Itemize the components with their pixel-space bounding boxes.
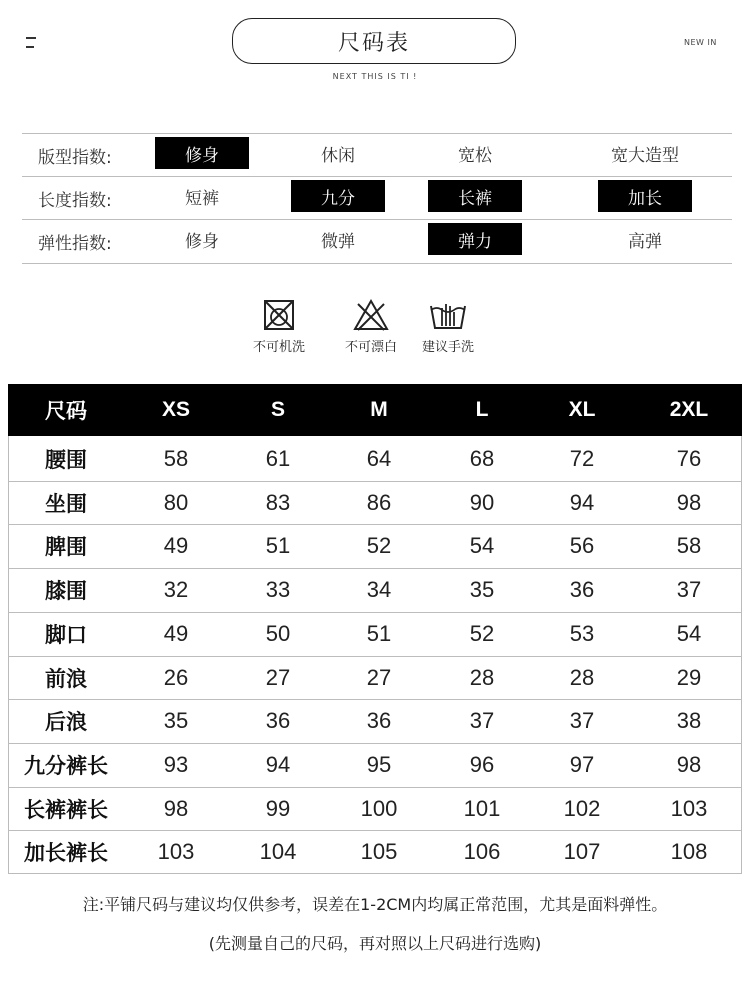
- index-option: 休闲: [321, 145, 355, 166]
- index-option: 短裤: [185, 188, 219, 209]
- table-row-label: 脾围: [45, 534, 87, 559]
- table-cell: 36: [265, 707, 291, 733]
- index-divider: [22, 219, 732, 220]
- table-cell: 35: [469, 576, 495, 602]
- index-option: 长裤: [428, 180, 522, 212]
- table-cell: 80: [163, 489, 189, 515]
- table-cell: 99: [265, 795, 291, 821]
- page-subtitle: NEXT THIS IS TI !: [332, 72, 418, 81]
- index-option: 高弹: [628, 231, 662, 252]
- table-cell: 37: [676, 576, 702, 602]
- table-cell: 27: [366, 664, 392, 690]
- index-row-label: 长度指数:: [38, 191, 112, 211]
- index-row-label: 弹性指数:: [38, 234, 112, 254]
- table-cell: 49: [163, 532, 189, 558]
- table-cell: 97: [569, 751, 595, 777]
- table-cell: 36: [569, 576, 595, 602]
- table-cell: 35: [163, 707, 189, 733]
- table-cell: 52: [469, 620, 495, 646]
- table-cell: 100: [360, 795, 398, 821]
- table-row-label: 脚口: [45, 622, 87, 647]
- table-cell: 33: [265, 576, 291, 602]
- table-cell: 51: [265, 532, 291, 558]
- table-cell: 52: [366, 532, 392, 558]
- table-cell: 104: [259, 838, 297, 864]
- footnote-hint: (先测量自己的尺码，再对照以上尺码进行选购): [208, 934, 542, 953]
- index-option: 修身: [155, 137, 249, 169]
- size-table-header-cell: XS: [161, 398, 190, 421]
- table-cell: 50: [265, 620, 291, 646]
- no-machine-wash-icon: [262, 298, 296, 332]
- table-cell: 95: [366, 751, 392, 777]
- table-cell: 37: [469, 707, 495, 733]
- table-row-label: 前浪: [45, 666, 87, 691]
- table-cell: 94: [265, 751, 291, 777]
- table-cell: 53: [569, 620, 595, 646]
- menu-icon[interactable]: [26, 35, 38, 49]
- new-in-label: NEW IN: [684, 38, 717, 47]
- table-cell: 49: [163, 620, 189, 646]
- size-table-header-cell: 2XL: [669, 398, 709, 421]
- page-title: 尺码表: [232, 18, 516, 64]
- table-cell: 32: [163, 576, 189, 602]
- no-bleach-icon: [352, 298, 390, 332]
- table-cell: 27: [265, 664, 291, 690]
- care-item: [403, 298, 493, 355]
- table-row-label: 长裤裤长: [24, 797, 108, 822]
- index-option: 弹力: [428, 223, 522, 255]
- table-row-label: 加长裤长: [24, 840, 108, 865]
- table-cell: 108: [670, 838, 708, 864]
- index-option: 宽松: [458, 145, 492, 166]
- care-label: 不可漂白: [344, 340, 397, 355]
- index-divider: [22, 133, 732, 134]
- table-cell: 94: [569, 489, 595, 515]
- table-cell: 58: [676, 532, 702, 558]
- size-table-header-cell: L: [475, 398, 489, 421]
- size-table-header-cell: XL: [568, 398, 596, 421]
- table-cell: 72: [569, 445, 595, 471]
- table-cell: 98: [163, 795, 189, 821]
- table-cell: 51: [366, 620, 392, 646]
- index-option: 修身: [185, 231, 219, 252]
- table-row-label: 坐围: [45, 491, 87, 516]
- table-cell: 37: [569, 707, 595, 733]
- table-cell: 98: [676, 489, 702, 515]
- table-row-label: 腰围: [45, 447, 87, 472]
- table-cell: 101: [463, 795, 501, 821]
- table-cell: 103: [670, 795, 708, 821]
- table-cell: 61: [265, 445, 291, 471]
- index-option: 九分: [291, 180, 385, 212]
- index-row-label: 版型指数:: [38, 148, 112, 168]
- table-cell: 105: [360, 838, 398, 864]
- table-cell: 64: [366, 445, 392, 471]
- table-cell: 38: [676, 707, 702, 733]
- table-cell: 96: [469, 751, 495, 777]
- table-cell: 102: [563, 795, 601, 821]
- size-table-header-cell: M: [370, 398, 388, 421]
- table-cell: 103: [157, 838, 195, 864]
- index-option: 微弹: [321, 231, 355, 252]
- care-item: [234, 298, 324, 355]
- table-cell: 26: [163, 664, 189, 690]
- table-cell: 106: [463, 838, 501, 864]
- table-row-label: 后浪: [45, 709, 87, 734]
- table-cell: 98: [676, 751, 702, 777]
- care-label: 不可机洗: [252, 340, 305, 355]
- table-cell: 36: [366, 707, 392, 733]
- index-divider: [22, 263, 732, 264]
- table-cell: 93: [163, 751, 189, 777]
- index-option: 加长: [598, 180, 692, 212]
- table-cell: 68: [469, 445, 495, 471]
- size-table-header-cell: 尺码: [45, 400, 87, 423]
- table-cell: 86: [366, 489, 392, 515]
- table-cell: 54: [469, 532, 495, 558]
- table-cell: 28: [569, 664, 595, 690]
- table-cell: 34: [366, 576, 392, 602]
- footnote: 注:平铺尺码与建议均仅供参考，误差在1-2CM内均属正常范围，尤其是面料弹性。: [82, 895, 668, 914]
- table-row-label: 九分裤长: [24, 753, 108, 778]
- table-cell: 28: [469, 664, 495, 690]
- table-row-label: 膝围: [45, 578, 87, 603]
- table-cell: 83: [265, 489, 291, 515]
- table-cell: 90: [469, 489, 495, 515]
- table-cell: 76: [676, 445, 702, 471]
- table-cell: 29: [676, 664, 702, 690]
- table-cell: 107: [563, 838, 601, 864]
- size-table-header-cell: S: [270, 398, 285, 421]
- index-option: 宽大造型: [611, 145, 679, 166]
- table-cell: 54: [676, 620, 702, 646]
- hand-wash-icon: [428, 298, 468, 332]
- table-cell: 58: [163, 445, 189, 471]
- index-divider: [22, 176, 732, 177]
- care-label: 建议手洗: [421, 340, 474, 355]
- table-cell: 56: [569, 532, 595, 558]
